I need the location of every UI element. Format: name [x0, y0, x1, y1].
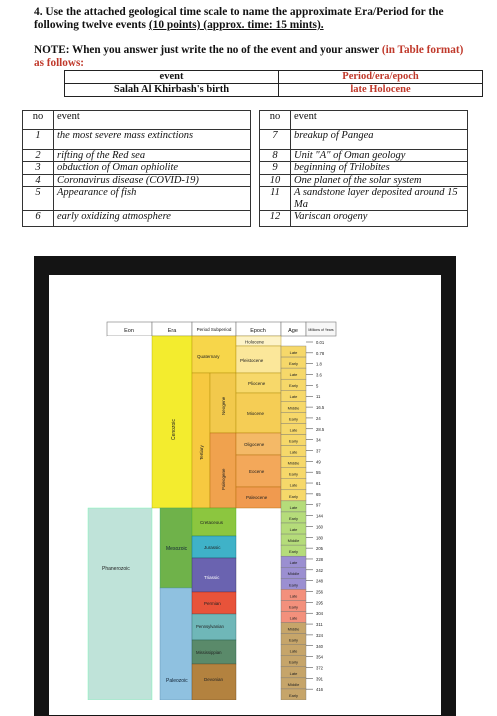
event-text: obduction of Oman ophiolite	[54, 162, 251, 174]
age-label: Late	[289, 372, 298, 378]
age-label: Late	[289, 504, 298, 510]
header-no-right: no	[260, 111, 291, 130]
ma-label: 49	[316, 459, 321, 465]
ma-label: 416	[316, 687, 323, 693]
ma-column	[306, 340, 325, 692]
event-text: breakup of Pangea	[291, 130, 468, 150]
ma-label: 180	[316, 535, 323, 541]
event-no: 1	[23, 130, 54, 150]
header-years: Millions of Years	[308, 328, 334, 332]
period-triassic-label: Triassic	[204, 575, 220, 580]
example-header-answer: Period/era/epoch	[279, 71, 483, 84]
age-label: Early	[288, 637, 299, 643]
ma-label: 28.5	[316, 426, 325, 432]
ma-label: 34	[316, 437, 321, 443]
ma-label: 144	[316, 513, 323, 519]
event-no: 7	[260, 130, 291, 150]
age-label: Late	[289, 394, 298, 400]
ma-label: 372	[316, 665, 323, 671]
ma-label: 311	[316, 622, 323, 628]
period-mississippian-label: Mississippian	[196, 650, 222, 655]
ma-label: 391	[316, 676, 323, 682]
event-text: One planet of the solar system	[291, 174, 468, 186]
eon-phanerozoic	[88, 508, 152, 700]
ma-label: 0.01	[316, 340, 325, 345]
event-text: Appearance of fish	[54, 187, 251, 211]
example-header-event: event	[65, 71, 279, 84]
age-label: Late	[289, 482, 298, 488]
ma-label: 61	[316, 481, 321, 487]
period-jurassic-label: Jurassic	[204, 545, 221, 550]
event-no: 5	[23, 187, 54, 211]
period-tertiary	[192, 373, 210, 508]
age-label: Middle	[287, 571, 300, 577]
question-lead: 4. Use the attached geological time scale to name the approximate Era/Period for the following twelve events	[34, 6, 444, 31]
ma-label: 37	[316, 448, 321, 454]
event-text: Variscan orogeny	[291, 211, 468, 227]
ma-label: 256	[316, 589, 323, 595]
age-label: Early	[288, 604, 299, 610]
header-eon: Eon	[124, 328, 134, 334]
event-text: early oxidizing atmosphere	[54, 211, 251, 227]
header-period: Period Subperiod	[196, 327, 232, 332]
event-no: 3	[23, 162, 54, 174]
age-label: Early	[288, 582, 299, 588]
event-no: 11	[260, 187, 291, 211]
event-no: 4	[23, 174, 54, 186]
age-label: Middle	[287, 681, 300, 687]
age-label: Late	[289, 593, 298, 599]
header-era: Era	[167, 328, 177, 334]
header-age: Age	[288, 328, 298, 334]
era-mesozoic-label: Mesozoic	[166, 546, 188, 552]
event-no: 2	[23, 150, 54, 162]
ma-label: 242	[316, 567, 323, 573]
period-tertiary-label: Tertiary	[199, 445, 204, 460]
age-label: Early	[288, 383, 299, 389]
age-label: Early	[288, 493, 299, 499]
header-no-left: no	[23, 111, 54, 130]
period-cretaceous-label: Cretaceous	[200, 520, 224, 525]
event-text: beginning of Trilobites	[291, 162, 468, 174]
ma-label: 324	[316, 632, 323, 638]
event-text: rifting of the Red sea	[54, 150, 251, 162]
header-event-left: event	[54, 111, 251, 130]
age-column	[281, 346, 306, 700]
epoch-paleocene-label: Paleocene	[246, 495, 268, 500]
ma-label: 340	[316, 643, 323, 649]
era-cenozoic-label: Cenozoic	[171, 419, 177, 440]
age-label: Middle	[287, 626, 300, 632]
event-no: 9	[260, 162, 291, 174]
age-label: Late	[289, 427, 298, 433]
ma-label: 97	[316, 502, 321, 508]
ma-label: 160	[316, 524, 323, 530]
question-points: (10 points) (approx. time: 15 mints).	[148, 19, 324, 31]
event-text: Coronavirus disease (COVID-19)	[54, 174, 251, 186]
event-text: A sandstone layer deposited around 15 Ma	[291, 187, 468, 211]
event-no: 10	[260, 174, 291, 186]
ma-label: 24	[316, 415, 321, 421]
era-paleozoic-label: Paleozoic	[166, 678, 188, 684]
age-label: Early	[288, 471, 299, 477]
example-event: Salah Al Khirbash's birth	[65, 84, 279, 97]
ma-label: 228	[316, 556, 323, 562]
event-text: the most severe mass extinctions	[54, 130, 251, 150]
age-label: Late	[289, 449, 298, 455]
ma-label: 304	[316, 611, 323, 617]
period-devonian-label: Devonian	[204, 677, 224, 682]
age-label: Late	[289, 670, 298, 676]
ma-label: 11	[316, 394, 321, 400]
age-label: Early	[288, 361, 299, 367]
subperiod-paleogene-label: Paleogene	[221, 468, 226, 490]
ma-label: 5	[316, 383, 319, 389]
ma-label: 0.78	[316, 350, 325, 356]
epoch-pleistocene-label: Pleistocene	[240, 358, 264, 363]
ma-label: 55	[316, 470, 321, 476]
example-answer: late Holocene	[279, 84, 483, 97]
ma-label: 295	[316, 600, 323, 606]
age-label: Middle	[287, 460, 300, 466]
period-quaternary-label: Quaternary	[197, 354, 220, 359]
epoch-miocene-label: Miocene	[247, 411, 265, 416]
eon-blank	[107, 336, 152, 508]
age-label: Early	[288, 692, 299, 698]
age-label: Early	[288, 659, 299, 665]
event-no: 8	[260, 150, 291, 162]
age-label: Late	[289, 648, 298, 654]
ma-label: 248	[316, 578, 323, 584]
age-label: Late	[289, 349, 298, 355]
ma-label: 65	[316, 491, 321, 497]
period-permian-label: Permian	[204, 601, 221, 606]
note-text: NOTE: When you answer just write the no of the event and your answer	[34, 44, 380, 56]
age-label: Late	[289, 526, 298, 532]
header-epoch: Epoch	[250, 328, 266, 334]
age-label: Late	[289, 560, 298, 566]
epoch-eocene-label: Eocene	[249, 469, 265, 474]
age-label: Early	[288, 515, 299, 521]
epoch-oligocene-label: Oligocene	[244, 442, 265, 447]
event-no: 12	[260, 211, 291, 227]
age-label: Middle	[287, 538, 300, 544]
ma-label: 16.5	[316, 405, 325, 411]
ma-label: 205	[316, 546, 323, 552]
age-label: Middle	[287, 405, 300, 411]
ma-label: 1.8	[316, 361, 322, 367]
epoch-holocene-label: Holocene	[245, 339, 265, 345]
age-label: Early	[288, 549, 299, 555]
header-event-right: event	[291, 111, 468, 130]
eon-label: Phanerozoic	[102, 566, 130, 572]
period-pennsylvanian-label: Pennsylvanian	[196, 624, 224, 629]
event-text: Unit "A" of Oman geology	[291, 150, 468, 162]
event-no: 6	[23, 211, 54, 227]
age-label: Early	[288, 416, 299, 422]
note-format: (in Table format) as follows:	[34, 44, 464, 69]
period-devonian	[192, 664, 236, 700]
age-label: Early	[288, 438, 299, 444]
subperiod-neogene-label: Neogene	[221, 396, 226, 415]
epoch-pliocene-label: Pliocene	[248, 381, 266, 386]
age-label: Late	[289, 615, 298, 621]
ma-label: 354	[316, 654, 323, 660]
ma-label: 3.6	[316, 372, 322, 378]
